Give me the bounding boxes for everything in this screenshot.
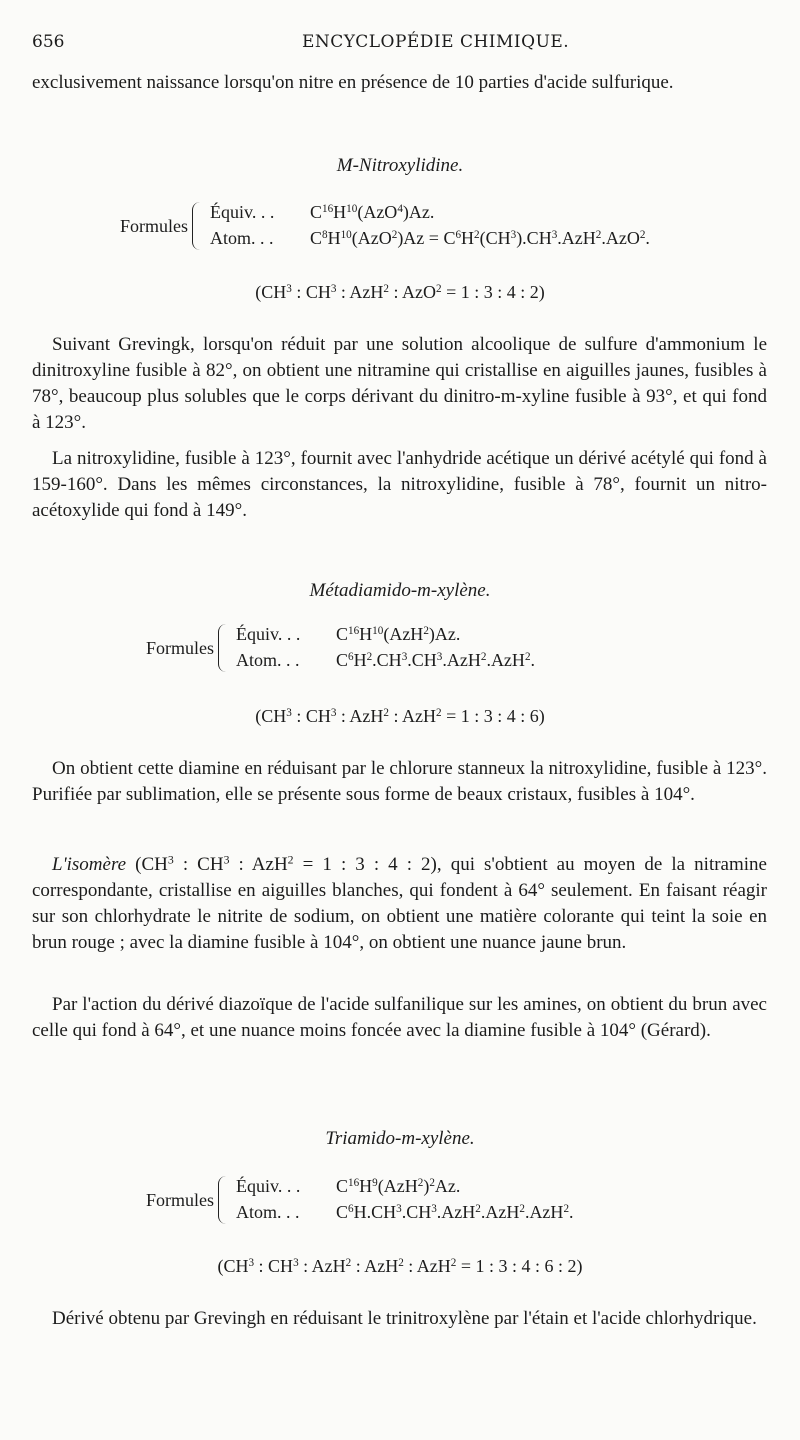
section-title-nitroxylidine: M-Nitroxylidine.: [336, 155, 464, 176]
brace-icon: [192, 202, 203, 250]
paragraph-diamine: On obtient cette diamine en réduisant par le chlorure stanneux la nitroxylidine, fusible à 123°. Purifiée par sublimation, elle se présente sous forme de beaux cristaux, fusibles à 104°.: [32, 758, 767, 805]
ratio-2: ($CH^3$ : $CH^3$ : AzH$^2$ : AzH$^2$ = 1 : 3 : 4 : 6): [255, 706, 545, 726]
paragraph-isomere: L'isomère ($CH^3$ : $CH^3$ : AzH$^2$ = 1 : 3 : 4 : 2), qui s'obtient au moyen de la nitramine correspondante, cristallise en aiguilles blanches, qui fondent à 64° seulement. En faisant réagir sur son chlorhydrate le nitrite de sodium, on obtient une matière colorante qui teint la soie en brun rouge ; avec la diamine fusible à 104°, on obtient une nuance jaune brun.: [32, 853, 767, 953]
paragraph-grevingk: Suivant Grevingk, lorsqu'on réduit par une solution alcoolique de sulfure d'ammonium le dinitroxyline fusible à 82°, on obtient une nitramine qui cristallise en aiguilles jaunes, fusibles à 78°, beaucoup plus solubles que le corps dérivant du dinitro-m-xyline fusible à 93°, et qui fond à 123°.: [32, 334, 767, 433]
page-header: [32, 32, 760, 56]
formula-atom: Atom. . . $C^8H^{10}(AzO^2)Az = C^6H^2(CH^3).CH^3.AzH^2.AzO^2$.: [210, 228, 650, 248]
formula-label: Formules: [146, 638, 215, 658]
formula-equiv: Équiv. . . $C^{16}H^{10}(AzH^2)Az$.: [236, 624, 461, 644]
formula-atom: Atom. . . $C^6H.CH^3.CH^3.AzH^2.AzH^2.AzH^2$.: [236, 1202, 574, 1222]
paragraph-intro: exclusivement naissance lorsqu'on nitre en présence de 10 parties d'acide sulfurique.: [32, 72, 674, 93]
formula-atom: Atom. . . $C^6H^2.CH^3.CH^3.AzH^2.AzH^2$.: [236, 650, 536, 670]
brace-icon: [218, 1176, 229, 1224]
paragraph-diazo: Par l'action du dérivé diazoïque de l'acide sulfanilique sur les amines, on obtient du brun avec celle qui fond à 64°, et une nuance moins foncée avec la diamine fusible à 104° (Gérard).: [32, 994, 767, 1041]
paragraph-acetyl: La nitroxylidine, fusible à 123°, fournit avec l'anhydride acétique un dérivé acétylé qui fond à 159-160°. Dans les mêmes circonstances, la nitroxylidine, fusible à 78°, fournit un nitro-acétoxylide qui fond à 149°.: [32, 448, 767, 521]
formula-equiv: Équiv. . . $C^{16}H^{10}(AzO^4)Az$.: [210, 202, 435, 222]
section-title-metadiamido: Métadiamido-m-xylène.: [309, 580, 491, 601]
paragraph-derive: Dérivé obtenu par Grevingh en réduisant le trinitroxylène par l'étain et l'acide chlorhydrique.: [52, 1308, 757, 1329]
page-number: 656: [32, 32, 65, 52]
ratio-1: ($CH^3$ : $CH^3$ : AzH$^2$ : AzO$^2$ = 1 : 3 : 4 : 2): [255, 282, 545, 302]
ratio-3: ($CH^3$ : $CH^3$ : AzH$^2$ : AzH$^2$ : AzH$^2$ = 1 : 3 : 4 : 6 : 2): [217, 1256, 583, 1276]
brace-icon: [218, 624, 229, 672]
running-title: ENCYCLOPÉDIE CHIMIQUE.: [302, 32, 570, 52]
formula-equiv: Équiv. . . $C^{16}H^9(AzH^2)^2Az$.: [236, 1176, 461, 1196]
formula-label: Formules: [120, 216, 189, 236]
formula-label: Formules: [146, 1190, 215, 1210]
section-title-triamido: Triamido-m-xylène.: [325, 1128, 475, 1149]
